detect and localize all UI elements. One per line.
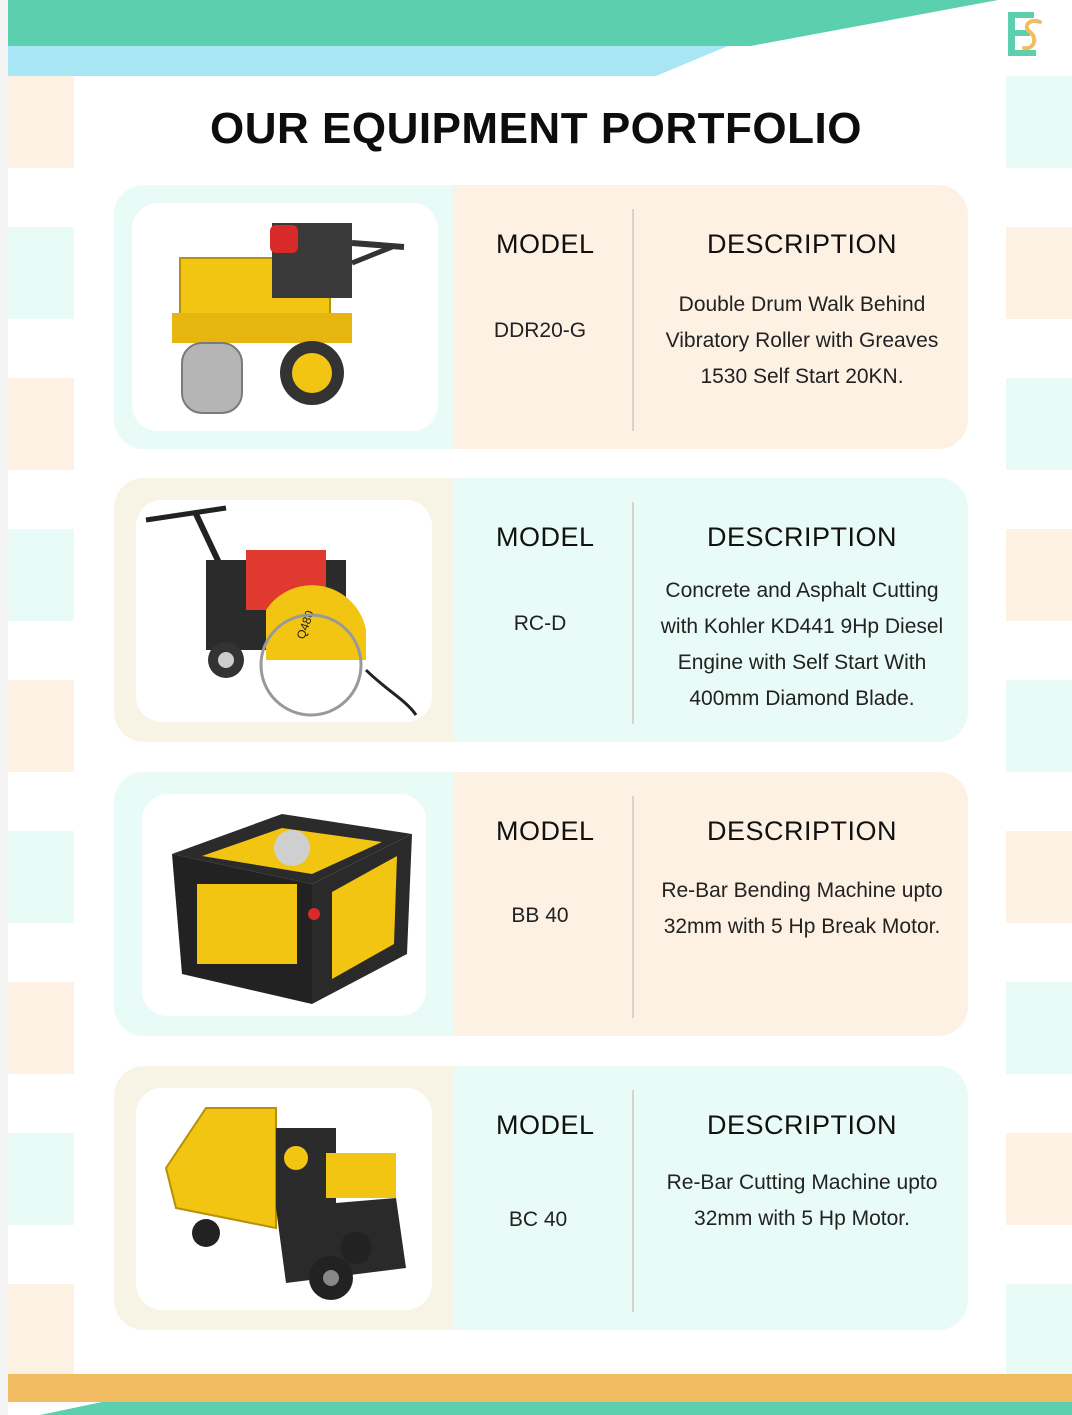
- side-stripe: [1006, 529, 1072, 621]
- model-value: BC 40: [508, 1208, 568, 1231]
- side-stripe: [8, 227, 74, 319]
- description-header: DESCRIPTION: [706, 229, 898, 259]
- model-header: MODEL: [496, 229, 595, 259]
- side-stripe: [8, 982, 74, 1074]
- product-card-bb40: [114, 772, 968, 1036]
- side-stripe: [8, 378, 74, 470]
- side-stripe: [8, 1133, 74, 1225]
- es-monogram-logo-icon: [1004, 8, 1046, 60]
- double-drum-roller-image: [132, 203, 438, 431]
- side-stripe: [1006, 227, 1072, 319]
- top-light-blue-band: [8, 46, 728, 76]
- bottom-teal-band: [40, 1402, 1072, 1415]
- description-text: Re-Bar Bending Machine upto 32mm with 5 Hp Break Motor.: [661, 879, 943, 938]
- description-header: DESCRIPTION: [706, 522, 898, 552]
- model-header: MODEL: [496, 816, 595, 846]
- side-stripe: [8, 680, 74, 772]
- model-header: MODEL: [496, 522, 595, 552]
- rebar-bending-machine-image: [142, 794, 426, 1016]
- side-stripe: [1006, 378, 1072, 470]
- concrete-cutter-image: [136, 500, 432, 722]
- model-value: RC-D: [513, 612, 567, 635]
- description-header: DESCRIPTION: [706, 1110, 898, 1140]
- left-edge-line: [0, 0, 8, 1415]
- side-stripe: [1006, 1133, 1072, 1225]
- side-stripe: [1006, 831, 1072, 923]
- product-card-ddr20g: [114, 185, 968, 449]
- side-stripe: [8, 529, 74, 621]
- product-card-rcd: [114, 478, 968, 742]
- model-value: BB 40: [511, 904, 569, 927]
- description-text: Double Drum Walk Behind Vibratory Roller with Greaves 1530 Self Start 20KN.: [665, 293, 939, 388]
- side-stripe: [1006, 1284, 1072, 1376]
- side-stripe: [1006, 982, 1072, 1074]
- top-teal-band: [8, 0, 998, 46]
- description-text: Concrete and Asphalt Cutting with Kohler KD441 9Hp Diesel Engine with Self Start With 400mm Diamond Blade.: [660, 579, 944, 710]
- side-stripe: [8, 1284, 74, 1376]
- cutter-label: Q480: [293, 608, 317, 642]
- bottom-orange-band: [8, 1374, 1072, 1402]
- page-title: OUR EQUIPMENT PORTFOLIO: [210, 104, 862, 153]
- description-header: DESCRIPTION: [706, 816, 898, 846]
- rebar-cutting-machine-image: [136, 1088, 432, 1310]
- side-stripe: [8, 831, 74, 923]
- side-stripe: [1006, 680, 1072, 772]
- model-value: DDR20-G: [493, 319, 587, 342]
- description-text: Re-Bar Cutting Machine upto 32mm with 5 Hp Motor.: [666, 1171, 938, 1230]
- model-header: MODEL: [496, 1110, 595, 1140]
- product-card-bc40: [114, 1066, 968, 1330]
